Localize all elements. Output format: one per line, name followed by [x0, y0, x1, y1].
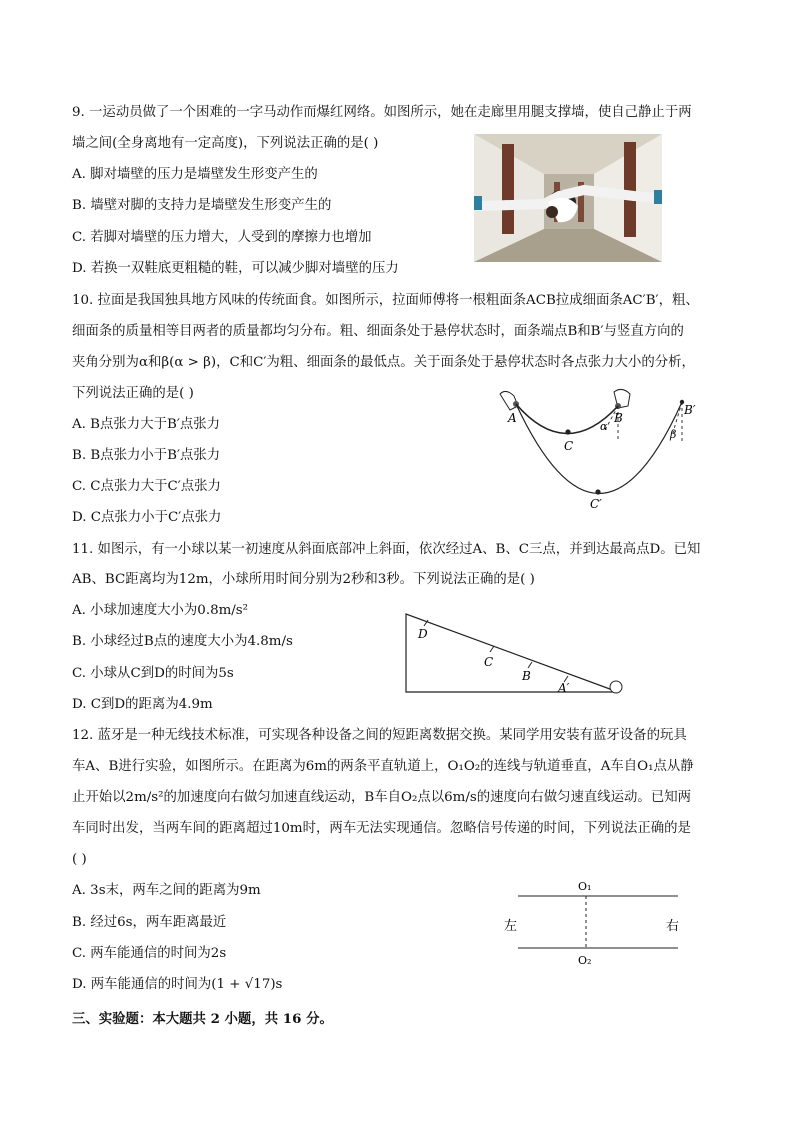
q11-incline-diagram	[400, 608, 628, 698]
q10-point-c	[565, 429, 570, 434]
q11-label-c: C	[484, 655, 494, 669]
q11-option-a: A. 小球加速度大小为0.8m/s²	[72, 603, 249, 618]
q9-option-d: D. 若换一双鞋底更粗糙的鞋，可以减少脚对墙壁的压力	[72, 261, 399, 276]
q12-option-d: D. 两车能通信的时间为(1 + √17)s	[72, 977, 283, 992]
q11-ball	[610, 681, 622, 693]
q12-stem-line4: 车同时出发，当两车间的距离超过10m时，两车无法实现通信。忽略信号传递的时间，下列说法正确的是	[72, 821, 691, 836]
q10-stem-line3: 夹角分别为α和β(α > β)，C和C′为粗、细面条的最低点。关于面条处于悬停状态时各点张力大小的分析，	[72, 355, 695, 370]
q10-label-c: C	[564, 439, 574, 453]
q11-stem-line2: AB、BC距离均为12m，小球所用时间分别为2秒和3秒。下列说法正确的是( )	[72, 572, 535, 587]
q9-stem-line1: 9. 一运动员做了一个困难的一字马动作而爆红网络。如图所示，她在走廊里用腿支撑墙，使自己静止于两	[72, 105, 692, 120]
q11-label-a: A′	[558, 681, 570, 695]
q12-stem-line3: 止开始以2m/s²的加速度向右做匀加速直线运动，B车自O₂点以6m/s的速度向右做匀速直线运动。已知两	[72, 790, 691, 805]
q10-point-c-prime	[595, 489, 600, 494]
q12-label-right: 右	[666, 919, 680, 934]
q10-label-beta: β	[670, 428, 677, 441]
q11-label-b: B	[522, 669, 531, 683]
q10-option-a: A. B点张力大于B′点张力	[72, 417, 221, 432]
q10-label-a: A	[508, 411, 517, 425]
q10-label-b: B	[614, 411, 623, 425]
q12-track-diagram	[500, 874, 700, 970]
q10-stem-line4: 下列说法正确的是( )	[72, 386, 194, 401]
q10-noodle-diagram	[488, 384, 718, 514]
q9-option-b: B. 墙壁对脚的支持力是墙壁发生形变产生的	[72, 198, 332, 213]
q10-label-c-prime: C′	[590, 497, 602, 511]
q10-stem-line1: 10. 拉面是我国独具地方风味的传统面食。如图所示，拉面师傅将一根粗面条ACB拉成细面条AC′B′，粗、	[72, 293, 699, 308]
q11-option-b: B. 小球经过B点的速度大小为4.8m/s	[72, 634, 293, 649]
q12-stem-line2: 车A、B进行实验，如图所示。在距离为6m的两条平直轨道上，O₁O₂的连线与轨道垂直，A车自O₁点从静	[72, 759, 694, 774]
q11-label-d: D	[418, 627, 428, 641]
q9-stem-line2: 墙之间(全身离地有一定高度)，下列说法正确的是( )	[72, 136, 379, 151]
q10-option-d: D. C点张力小于C′点张力	[72, 510, 222, 525]
q12-option-b: B. 经过6s，两车距离最近	[72, 915, 227, 930]
section-3-heading: 三、实验题：本大题共 2 小题，共 16 分。	[72, 1011, 333, 1027]
q12-label-left: 左	[504, 919, 518, 934]
q12-stem-line5: ( )	[72, 852, 87, 867]
q11-option-d: D. C到D的距离为4.9m	[72, 697, 213, 712]
q12-label-o1: O₁	[578, 880, 592, 893]
q11-option-c: C. 小球从C到D的时间为5s	[72, 666, 234, 681]
q12-stem-line1: 12. 蓝牙是一种无线技术标准，可实现各种设备之间的短距离数据交换。某同学用安装有蓝牙设备的玩具	[72, 728, 687, 743]
q10-option-b: B. B点张力小于B′点张力	[72, 448, 221, 463]
q9-option-c: C. 若脚对墙壁的压力增大，人受到的摩擦力也增加	[72, 230, 372, 245]
q10-option-c: C. C点张力大于C′点张力	[72, 479, 221, 494]
q12-option-c: C. 两车能通信的时间为2s	[72, 946, 227, 961]
q11-stem-line1: 11. 如图示，有一小球以某一初速度从斜面底部冲上斜面，依次经过A、B、C三点，并到达最高点D。已知	[72, 542, 701, 557]
q12-option-a: A. 3s末，两车之间的距离为9m	[72, 883, 261, 898]
q10-label-alpha: α	[600, 420, 608, 433]
q10-stem-line2: 细面条的质量相等目两者的质量都均匀分布。粗、细面条处于悬停状态时，面条端点B和B′与竖直方向的	[72, 324, 684, 339]
q12-label-o2: O₂	[578, 954, 592, 967]
q10-label-b-prime: B′	[684, 403, 696, 417]
q9-photo-gymnast-corridor	[474, 134, 662, 262]
q9-option-a: A. 脚对墙壁的压力是墙壁发生形变产生的	[72, 167, 318, 182]
